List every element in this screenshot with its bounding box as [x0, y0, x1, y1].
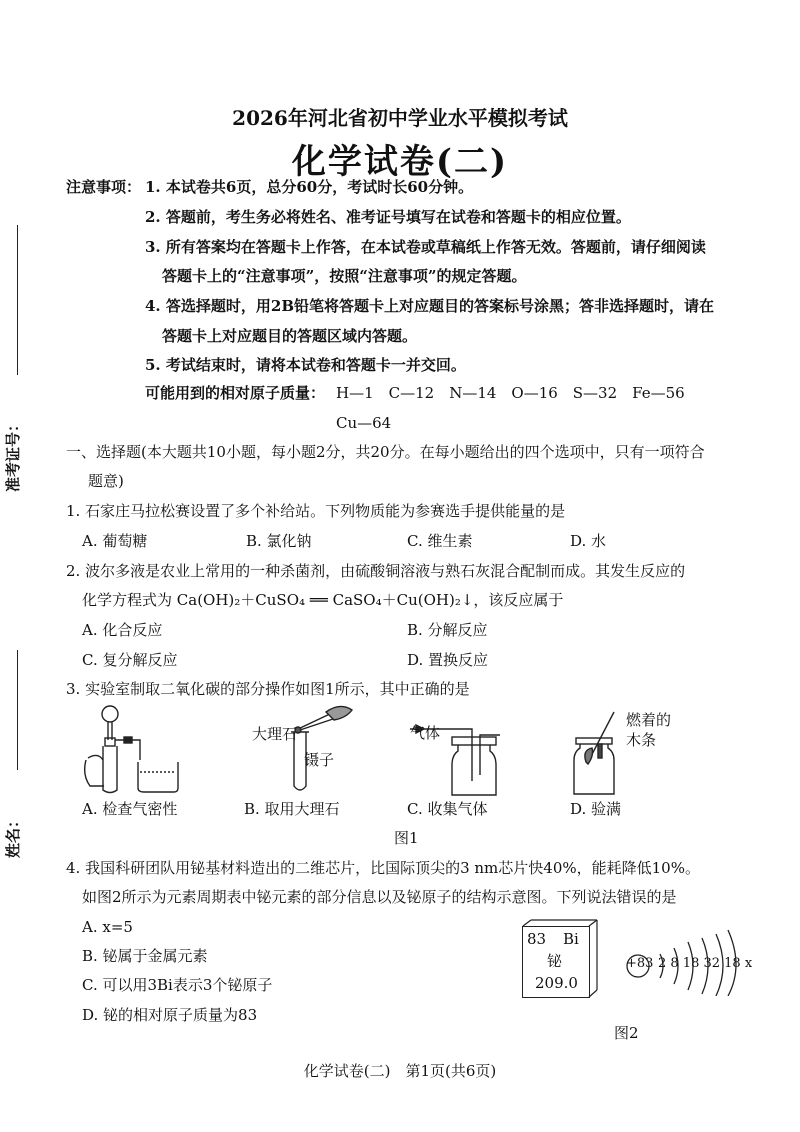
figure2-caption: 图2	[614, 1024, 639, 1042]
cell-element-name: 铋	[547, 952, 563, 970]
q4-option-c: C. 可以用3Bi表示3个铋原子	[82, 976, 273, 994]
atomic-mass-cu: Cu—64	[336, 414, 392, 432]
label-gas: 气体	[410, 724, 441, 742]
q3-option-a: A. 检查气密性	[82, 800, 178, 818]
note-4: 4. 答选择题时，用2B铅笔将答题卡上对应题目的答案标号涂黑；答非选择题时，请在	[145, 297, 715, 315]
note-2: 2. 答题前，考生务必将姓名、准考证号填写在试卷和答题卡的相应位置。	[145, 208, 631, 226]
notes-label: 注意事项：	[66, 178, 142, 196]
page-footer: 化学试卷(二) 第1页(共6页)	[303, 1062, 497, 1080]
q2-option-d: D. 置换反应	[407, 651, 489, 669]
cell-symbol: Bi	[563, 930, 579, 948]
q3-stem: 3. 实验室制取二氧化碳的部分操作如图1所示，其中正确的是	[66, 680, 470, 698]
q2-option-a: A. 化合反应	[82, 621, 163, 639]
note-3: 3. 所有答案均在答题卡上作答，在本试卷或草稿纸上作答无效。答题前，请仔细阅读	[145, 238, 706, 256]
paper-title: 化学试卷(二)	[291, 142, 509, 182]
binding-line	[17, 650, 18, 770]
exam-title: 2026年河北省初中学业水平模拟考试	[232, 106, 568, 130]
q1-option-d: D. 水	[570, 532, 607, 550]
atomic-mass-label: 可能用到的相对原子质量：	[145, 384, 326, 402]
label-marble: 大理石	[252, 725, 298, 743]
label-tweezers: 镊子	[304, 751, 335, 769]
q3-option-d: D. 验满	[570, 800, 622, 818]
figure-check-airtightness	[78, 700, 188, 795]
section-title-cont: 题意)	[88, 472, 124, 490]
q2-equation: 化学方程式为 Ca(OH)₂＋CuSO₄ ══ CaSO₄＋Cu(OH)₂↓，该反应属于	[82, 591, 564, 609]
cell-atomic-number: 83	[527, 930, 547, 948]
q2-option-b: B. 分解反应	[407, 621, 488, 639]
name-label: 姓名：	[4, 812, 22, 858]
note-1: 1. 本试卷共6页，总分60分，考试时长60分钟。	[145, 178, 474, 196]
q1-option-b: B. 氯化钠	[246, 532, 312, 550]
cell-depth	[520, 918, 600, 1002]
q4-stem: 4. 我国科研团队用铋基材料造出的二维芯片，比国际顶尖的3 nm芯片快40%，能耗降低10%。	[66, 859, 700, 877]
q4-stem-cont: 如图2所示为元素周期表中铋元素的部分信息以及铋原子的结构示意图。下列说法错误的是	[82, 888, 677, 906]
figure1-caption: 图1	[394, 829, 419, 847]
note-3-cont: 答题卡上的“注意事项”，按照“注意事项”的规定答题。	[162, 267, 527, 285]
label-stick: 木条	[626, 731, 657, 749]
cell-atomic-mass: 209.0	[535, 974, 578, 992]
exam-id-label: 准考证号：	[4, 416, 22, 492]
atomic-mass-values: H—1 C—12 N—14 O—16 S—32 Fe—56	[336, 384, 685, 402]
atom-shells: 2 8 18 32 18 x	[658, 956, 753, 971]
q4-option-d: D. 铋的相对原子质量为83	[82, 1006, 258, 1024]
q1-option-c: C. 维生素	[407, 532, 473, 550]
section-title: 一、选择题(本大题共10小题，每小题2分，共20分。在每小题给出的四个选项中，只有一项符合	[66, 443, 705, 461]
q3-option-b: B. 取用大理石	[244, 800, 340, 818]
q4-option-a: A. x=5	[82, 918, 133, 936]
q2-option-c: C. 复分解反应	[82, 651, 178, 669]
q2-stem: 2. 波尔多液是农业上常用的一种杀菌剂，由硫酸铜溶液与熟石灰混合配制而成。其发生反应的	[66, 562, 686, 580]
label-burning: 燃着的	[626, 711, 672, 729]
exam-id-line	[17, 225, 18, 375]
note-5: 5. 考试结束时，请将本试卷和答题卡一并交回。	[145, 356, 466, 374]
q1-stem: 1. 石家庄马拉松赛设置了多个补给站。下列物质能为参赛选手提供能量的是	[66, 502, 566, 520]
figure-take-marble	[260, 700, 370, 795]
q3-option-c: C. 收集气体	[407, 800, 488, 818]
atom-nucleus: +83	[626, 956, 654, 971]
note-4-cont: 答题卡上对应题目的答题区域内答题。	[162, 327, 418, 345]
q4-option-b: B. 铋属于金属元素	[82, 947, 208, 965]
q1-option-a: A. 葡萄糖	[82, 532, 148, 550]
